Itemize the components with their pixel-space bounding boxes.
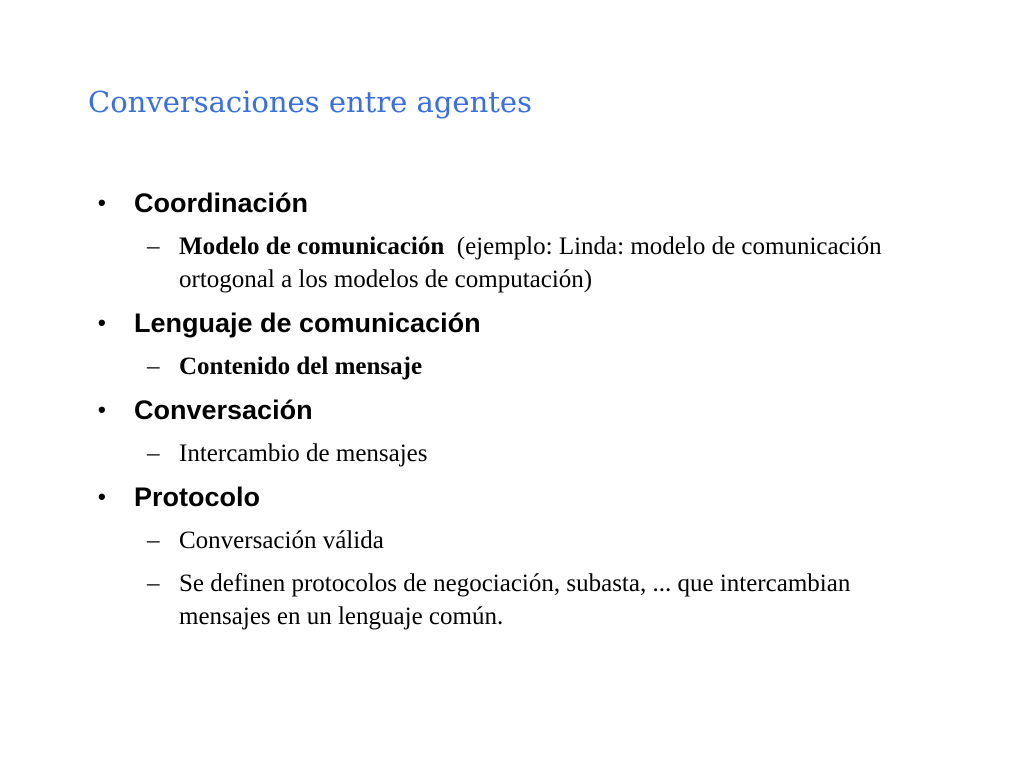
bullet-icon: • xyxy=(98,397,106,422)
bullet-icon: • xyxy=(98,310,106,335)
bullet-protocolo xyxy=(0,480,1024,514)
sub-item-bold-text: Contenido del mensaje xyxy=(179,353,423,380)
bullet-icon: • xyxy=(98,484,106,509)
bullet-label: Conversación xyxy=(134,395,313,425)
dash-icon: – xyxy=(147,440,160,467)
bullet-label: Lenguaje de comunicación xyxy=(134,308,481,338)
bullet-label: Protocolo xyxy=(134,482,260,512)
sub-item-modelo-comunicacion xyxy=(0,230,899,296)
sub-item-text: Intercambio de mensajes xyxy=(179,440,428,467)
sub-item-conversacion-valida xyxy=(0,524,899,557)
bullet-list xyxy=(0,186,1024,643)
bullet-label: Coordinación xyxy=(134,188,308,218)
sub-item-contenido-mensaje xyxy=(0,350,899,383)
sub-item-bold-text: Modelo de comunicación xyxy=(179,233,445,260)
sub-item-text: (ejemplo: Linda: modelo de comunicación ortogonal a los modelos de computación) xyxy=(179,233,882,293)
dash-icon: – xyxy=(147,353,160,380)
sub-item-protocolos xyxy=(0,567,899,633)
sub-item-intercambio xyxy=(0,437,899,470)
bullet-icon: • xyxy=(98,190,106,215)
bullet-conversacion xyxy=(0,393,1024,427)
sub-item-text: Se definen protocolos de negociación, subasta, ... que intercambian mensajes en un lenguaje común. xyxy=(179,570,851,630)
bullet-coordinacion xyxy=(0,186,1024,220)
sub-item-text: Conversación válida xyxy=(179,527,384,554)
dash-icon: – xyxy=(147,527,160,554)
slide-title: Conversaciones entre agentes xyxy=(88,85,532,119)
bullet-lenguaje xyxy=(0,306,1024,340)
dash-icon: – xyxy=(147,570,160,597)
dash-icon: – xyxy=(147,233,160,260)
